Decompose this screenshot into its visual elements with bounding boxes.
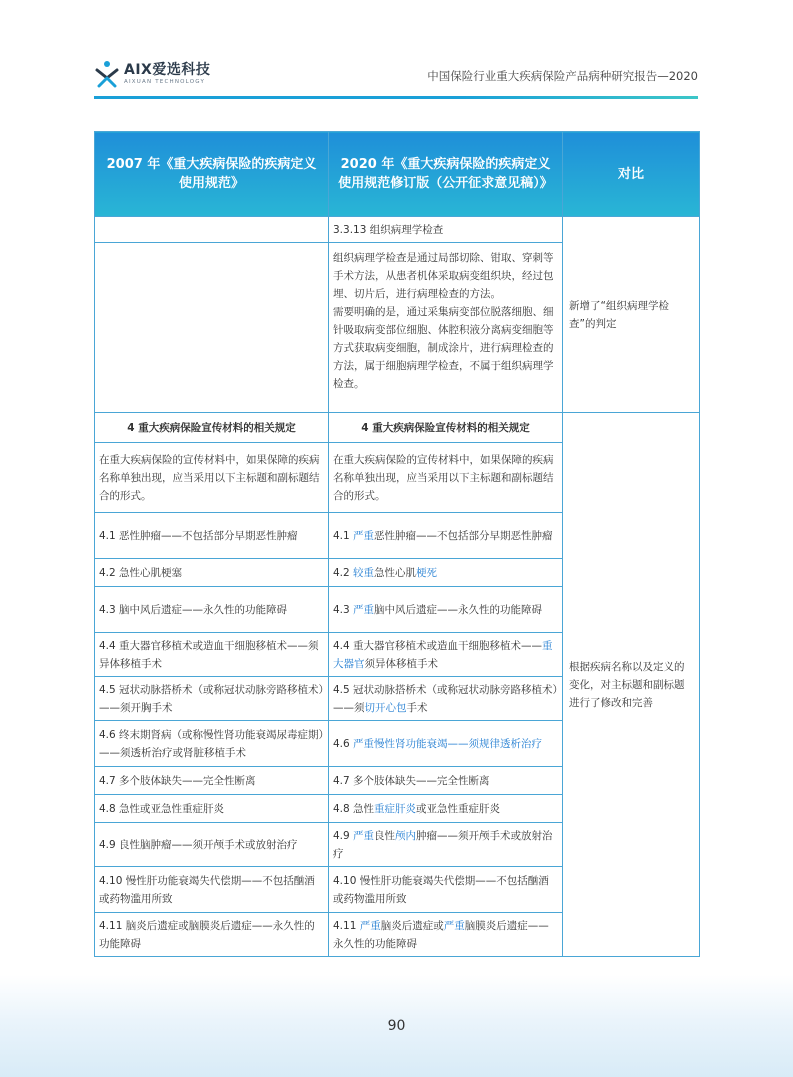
item-4-11-2020: 4.11 严重脑炎后遗症或严重脑膜炎后遗症——永久性的功能障碍 [329, 913, 563, 957]
item-4-6-2007: 4.6 终末期肾病（或称慢性肾功能衰竭尿毒症期）——须透析治疗或肾脏移植手术 [95, 721, 329, 767]
table-header-row [95, 132, 700, 217]
item-4-2-2007: 4.2 急性心肌梗塞 [95, 559, 329, 587]
item-4-5-2007: 4.5 冠状动脉搭桥术（或称冠状动脉旁路移植术）——须开胸手术 [95, 677, 329, 721]
col1-header: 2007 年《重大疾病保险的疾病定义使用规范》 [95, 132, 329, 217]
header-divider [94, 96, 698, 99]
logo-subtitle: AIXUAN TECHNOLOGY [124, 79, 206, 85]
comparison-table [94, 131, 700, 957]
item-4-8-2007: 4.8 急性或亚急性重症肝炎 [95, 795, 329, 823]
item-4-9-2007: 4.9 良性脑肿瘤——须开颅手术或放射治疗 [95, 823, 329, 867]
cell-3-3-13-title: 3.3.13 组织病理学检查 [329, 217, 563, 243]
section-4-title-2007: 4 重大疾病保险宣传材料的相关规定 [95, 413, 329, 443]
definition-paragraph-2: 需要明确的是，通过采集病变部位脱落细胞、细针吸取病变部位细胞、体腔积液分离病变细胞等方式获取病变细胞，制成涂片，进行病理检查的方法，属于细胞病理学检查，不属于组织病理学检查。 [333, 306, 554, 390]
item-4-10-2007: 4.10 慢性肝功能衰竭失代偿期——不包括酗酒或药物滥用所致 [95, 867, 329, 913]
item-4-8-2020: 4.8 急性重症肝炎或亚急性重症肝炎 [329, 795, 563, 823]
item-4-6-2020: 4.6 严重慢性肾功能衰竭——须规律透析治疗 [329, 721, 563, 767]
compare-cell-histology: 新增了“组织病理学检查”的判定 [563, 217, 700, 413]
cell-3-3-13-definition [329, 243, 563, 413]
table-row [95, 217, 700, 243]
item-4-7-2020: 4.7 多个肢体缺失——完全性断离 [329, 767, 563, 795]
intro-2020: 在重大疾病保险的宣传材料中，如果保障的疾病名称单独出现，应当采用以下主标题和副标题结合的形式。 [329, 443, 563, 513]
item-4-3-2007: 4.3 脑中风后遗症——永久性的功能障碍 [95, 587, 329, 633]
item-4-1-2007: 4.1 恶性肿瘤——不包括部分早期恶性肿瘤 [95, 513, 329, 559]
empty-cell [95, 217, 329, 243]
aixuan-logo-icon [94, 60, 120, 88]
report-title: 中国保险行业重大疾病保险产品病种研究报告—2020 [427, 69, 698, 83]
section-4-title-2020: 4 重大疾病保险宣传材料的相关规定 [329, 413, 563, 443]
intro-2007: 在重大疾病保险的宣传材料中，如果保障的疾病名称单独出现，应当采用以下主标题和副标题结合的形式。 [95, 443, 329, 513]
item-4-3-2020: 4.3 严重脑中风后遗症——永久性的功能障碍 [329, 587, 563, 633]
item-4-4-2007: 4.4 重大器官移植术或造血干细胞移植术——须异体移植手术 [95, 633, 329, 677]
page-number: 90 [387, 1018, 406, 1034]
item-4-11-2007: 4.11 脑炎后遗症或脑膜炎后遗症——永久性的功能障碍 [95, 913, 329, 957]
col2-header: 2020 年《重大疾病保险的疾病定义使用规范修订版（公开征求意见稿）》 [329, 132, 563, 217]
compare-cell-publicity: 根据疾病名称以及定义的变化，对主标题和副标题进行了修改和完善 [563, 413, 700, 957]
logo-wordmark: AIX爱选科技 [124, 62, 211, 78]
empty-cell [95, 243, 329, 413]
item-4-4-2020: 4.4 重大器官移植术或造血干细胞移植术——重大器官须异体移植手术 [329, 633, 563, 677]
page-header [0, 0, 793, 100]
item-4-2-2020: 4.2 较重急性心肌梗死 [329, 559, 563, 587]
item-4-1-2020: 4.1 严重恶性肿瘤——不包括部分早期恶性肿瘤 [329, 513, 563, 559]
item-4-10-2020: 4.10 慢性肝功能衰竭失代偿期——不包括酗酒或药物滥用所致 [329, 867, 563, 913]
company-logo [94, 60, 210, 88]
item-4-9-2020: 4.9 严重良性颅内肿瘤——须开颅手术或放射治疗 [329, 823, 563, 867]
item-4-7-2007: 4.7 多个肢体缺失——完全性断离 [95, 767, 329, 795]
col3-header: 对比 [563, 132, 700, 217]
table-row [95, 413, 700, 443]
definition-paragraph-1: 组织病理学检查是通过局部切除、钳取、穿刺等手术方法，从患者机体采取病变组织块，经过包埋、切片后，进行病理检查的方法。 [333, 252, 554, 300]
item-4-5-2020: 4.5 冠状动脉搭桥术（或称冠状动脉旁路移植术）——须切开心包手术 [329, 677, 563, 721]
